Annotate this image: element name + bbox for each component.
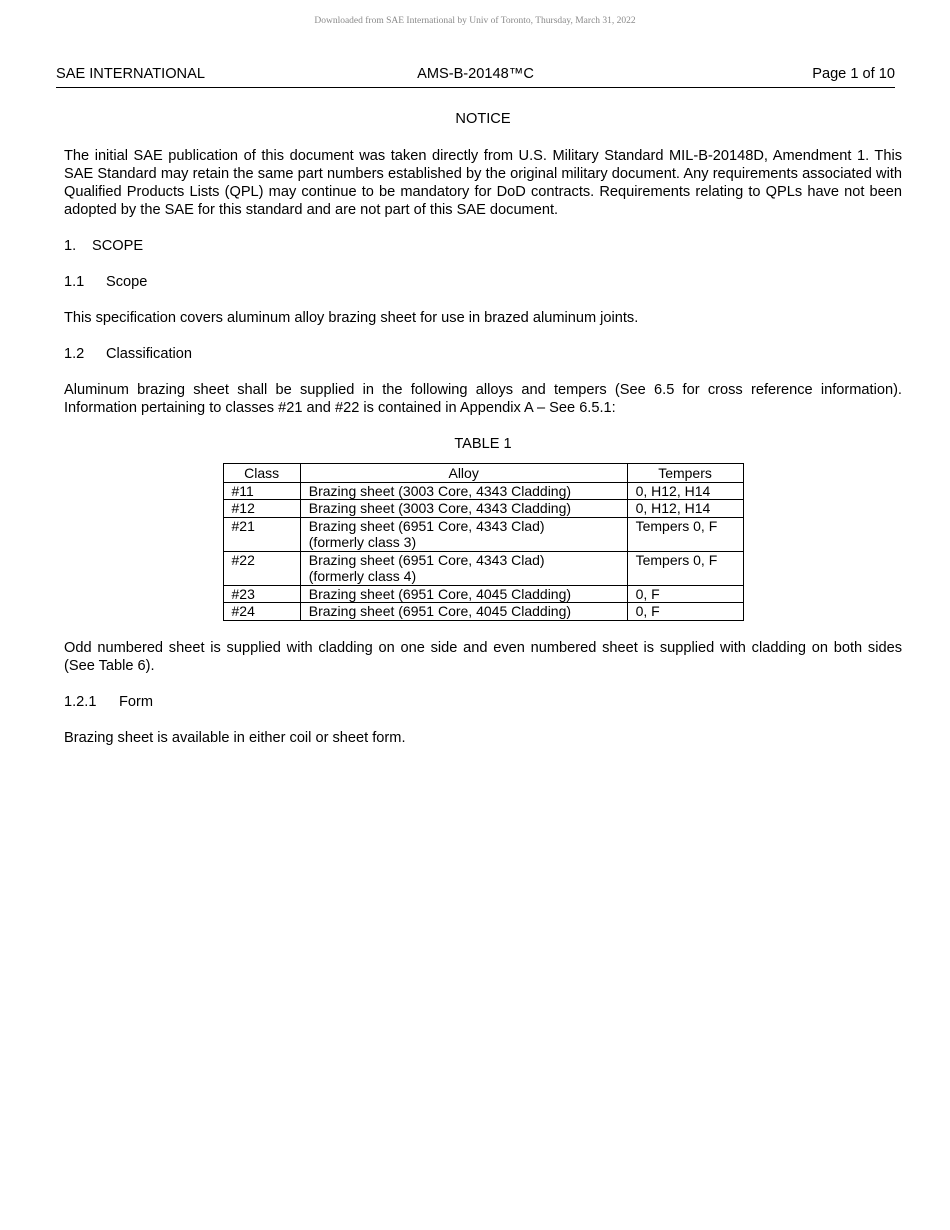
cell-tempers: Tempers 0, F xyxy=(627,517,743,551)
cell-class: #12 xyxy=(223,500,300,518)
cell-class: #24 xyxy=(223,603,300,621)
table-row xyxy=(223,482,743,500)
section-number: 1.2.1 xyxy=(64,693,97,710)
alloy-line-2: (formerly class 4) xyxy=(308,568,417,584)
document-number: AMS-B-20148™C xyxy=(417,66,534,82)
column-header-tempers: Tempers xyxy=(627,464,743,483)
section-title: SCOPE xyxy=(92,238,144,254)
cell-tempers: 0, F xyxy=(627,603,743,621)
cell-class: #22 xyxy=(223,551,300,585)
section-1-2-text: Aluminum brazing sheet shall be supplied in the following alloys and tempers (See 6.5 for cross reference information). Information pertaining to classes #21 and #22 is contained in Appendix A – See 6.5.1: xyxy=(64,382,902,416)
section-1-2-heading xyxy=(64,345,902,363)
document-body xyxy=(64,110,902,747)
section-1-heading xyxy=(64,237,902,255)
column-header-class: Class xyxy=(223,464,300,483)
table-row xyxy=(223,585,743,603)
page-header xyxy=(56,66,895,88)
cell-alloy xyxy=(300,551,627,585)
cell-tempers: 0, H12, H14 xyxy=(627,500,743,518)
section-1-2-1-text: Brazing sheet is available in either coil or sheet form. xyxy=(64,729,406,746)
cell-alloy xyxy=(300,517,627,551)
cell-tempers: 0, F xyxy=(627,585,743,603)
table-row xyxy=(223,517,743,551)
section-number: 1.2 xyxy=(64,346,85,362)
table-row xyxy=(223,551,743,585)
alloy-line-1: Brazing sheet (6951 Core, 4343 Clad) xyxy=(308,551,545,568)
section-title: Scope xyxy=(106,274,148,290)
cell-class: #21 xyxy=(223,517,300,551)
alloy-line-1: Brazing sheet (6951 Core, 4343 Clad) xyxy=(308,517,545,534)
cell-alloy: Brazing sheet (3003 Core, 4343 Cladding) xyxy=(300,500,627,518)
notice-title: NOTICE xyxy=(455,111,511,127)
cell-alloy: Brazing sheet (3003 Core, 4343 Cladding) xyxy=(300,482,627,500)
cell-tempers: Tempers 0, F xyxy=(627,551,743,585)
publisher-name: SAE INTERNATIONAL xyxy=(56,66,205,82)
table-title: TABLE 1 xyxy=(454,436,512,452)
cell-alloy: Brazing sheet (6951 Core, 4045 Cladding) xyxy=(300,585,627,603)
download-watermark: Downloaded from SAE International by Univ of Toronto, Thursday, March 31, 2022 xyxy=(314,16,636,26)
table-header-row xyxy=(223,464,743,483)
notice-text: The initial SAE publication of this document was taken directly from U.S. Military Standard MIL-B-20148D, Amendment 1. This SAE Standard may retain the same part numbers established by the original military document. Any requirements associated with Qualified Products Lists (QPL) may continue to be mandatory for DoD contracts. Requirements relating to QPLs have not been adopted by the SAE for this standard and are not part of this SAE document. xyxy=(64,148,902,218)
cell-tempers: 0, H12, H14 xyxy=(627,482,743,500)
cell-alloy: Brazing sheet (6951 Core, 4045 Cladding) xyxy=(300,603,627,621)
table-row xyxy=(223,500,743,518)
section-title: Classification xyxy=(106,346,192,362)
cell-class: #23 xyxy=(223,585,300,603)
column-header-alloy: Alloy xyxy=(300,464,627,483)
section-title: Form xyxy=(119,693,154,710)
section-1-1-text: This specification covers aluminum alloy brazing sheet for use in brazed aluminum joints. xyxy=(64,310,639,326)
section-1-2-1-heading xyxy=(64,693,902,711)
table-note-text: Odd numbered sheet is supplied with cladding on one side and even numbered sheet is supplied with cladding on both sides (See Table 6). xyxy=(64,639,902,674)
table-row xyxy=(223,603,743,621)
section-number: 1. xyxy=(64,238,77,254)
alloy-line-2: (formerly class 3) xyxy=(308,534,417,550)
page-number: Page 1 of 10 xyxy=(812,66,895,82)
section-1-1-heading xyxy=(64,273,902,291)
cell-class: #11 xyxy=(223,482,300,500)
section-number: 1.1 xyxy=(64,274,85,290)
classification-table xyxy=(223,463,744,621)
